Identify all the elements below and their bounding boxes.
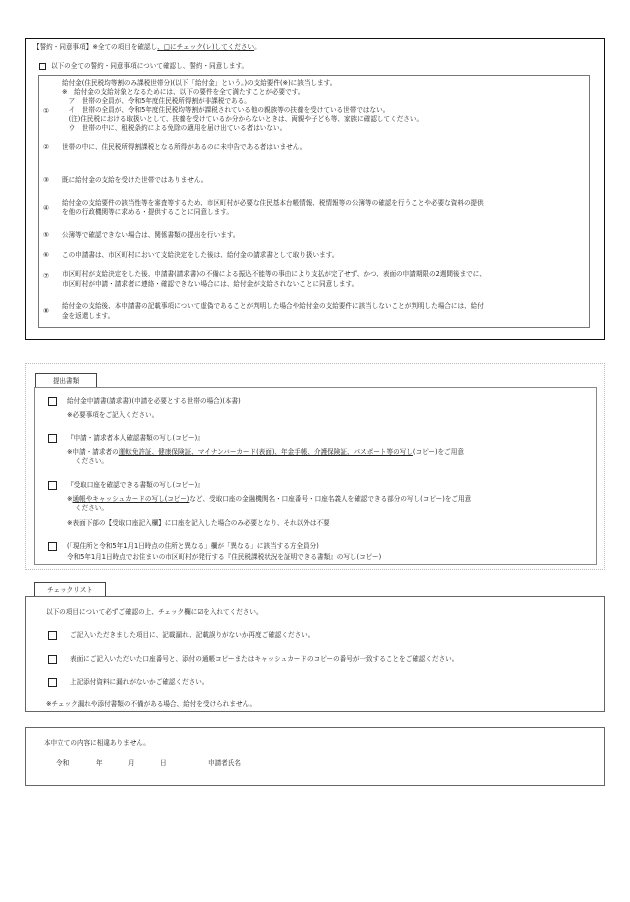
date-era: 令和 — [56, 759, 70, 767]
document-title: 『申請・請求者本人確認書類の写し(コピー)』 — [67, 434, 204, 442]
applicant-name-field[interactable] — [250, 756, 590, 770]
item-line: 給付金の支給後、本申請書の記載事項について虚偽であることが判明した場合や給付金の支給要件に該当しないことが判明した場合には、給付 — [62, 302, 484, 310]
item-line: ア 世帯の全員が、令和5年度住民税所得割が非課税である。 — [62, 97, 251, 105]
item-line: ウ 世帯の中に、租税条約による免除の適用を届け出ている者はいない。 — [62, 124, 287, 132]
item-line: ※ 給付金の支給対象となるためには、以下の要件を全て満たすことが必要です。 — [62, 88, 305, 96]
item-line: 給付金の支給要件の該当性等を審査等するため、市区町村が必要な住民基本台帳情報、税情報等の公簿等の確認を行うことや必要な資料の提供 — [62, 199, 484, 207]
item-line: 市区町村が支給決定をした後、申請書(請求書)の不備による振込不能等の事由により支払が完了せず、かつ、表面の申請期限の2週間後までに、 — [62, 270, 486, 278]
document-title: (「現住所と令和5年1月1日時点の住所と異なる」欄が「異なる」に該当する方全員分) — [67, 542, 319, 550]
document-note: ください。 — [75, 457, 108, 465]
item-line: 既に給付金の支給を受けた世帯ではありません。 — [62, 176, 208, 184]
document-checkbox[interactable] — [48, 434, 57, 443]
item-number: ① — [42, 107, 50, 115]
documents-tab: 提出書類 — [35, 373, 97, 388]
item-line: を他の行政機関等に求める・提供することに同意します。 — [62, 208, 233, 216]
item-line: この申請書は、市区町村において支給決定をした後は、給付金の請求書として取り扱います。 — [62, 251, 339, 259]
item-line: 金を返還します。 — [62, 312, 115, 320]
declaration-statement: 本申立ての内容に相違ありません。 — [44, 739, 150, 747]
item-line: 世帯の中に、住民税所得割課税となる所得があるのに未申告である者はいません。 — [62, 143, 307, 151]
checklist-item: 表面にご記入いただいた口座番号と、添付の通帳コピーまたはキャッシュカードのコピーの番号が一致することをご確認ください。 — [70, 655, 459, 663]
document-title: 『受取口座を確認できる書類の写し(コピー)』 — [67, 481, 204, 489]
item-line: 給付金(住民税均等割のみ課税世帯分)(以下「給付金」という。)の支給要件(※)に該当します。 — [62, 79, 337, 87]
date-year[interactable]: 年 — [96, 759, 103, 767]
item-number: ⑤ — [42, 231, 50, 239]
agree-all-checkbox[interactable] — [39, 63, 46, 70]
item-line: 市区町村が申請・請求者に連絡・確認できない場合には、給付金が支給されないことに同意します。 — [62, 280, 359, 288]
document-title: 給付金申請書(請求書)(申請を必要とする世帯の場合)(本書) — [67, 397, 241, 405]
checklist-footer: ※チェック漏れや添付書類の不備がある場合、給付を受けられません。 — [46, 700, 257, 708]
item-line: (注)住民税における取扱いとして、扶養を受けているか分からないときは、両親や子ども等、家族に確認してください。 — [62, 115, 424, 123]
checklist-item: 上記添付資料に漏れがないかご確認ください。 — [70, 678, 209, 686]
agree-all-label: 以下の全ての誓約・同意事項について確認し、誓約・同意します。 — [51, 62, 249, 70]
applicant-name-label: 申請者氏名 — [208, 759, 241, 767]
item-line: イ 世帯の全員が、令和5年度住民税均等割が課税されている他の親族等の扶養を受けている世帯ではない。 — [62, 106, 390, 114]
document-note: 令和5年1月1日時点でお住まいの市区町村が発行する『住民税課税状況を証明できる書類』の写し(コピー) — [67, 553, 382, 561]
document-checkbox[interactable] — [48, 397, 57, 406]
item-number: ③ — [42, 176, 50, 184]
document-note: ※通帳やキャッシュカードの写し(コピー)など、受取口座の金融機関名・口座番号・口座名義人を確認できる部分の写し(コピー)をご用意 — [67, 495, 472, 503]
checklist-checkbox[interactable] — [48, 678, 57, 687]
item-number: ⑥ — [42, 251, 50, 259]
item-number: ⑧ — [42, 307, 50, 315]
document-note: ※申請・請求者の運転免許証、健康保険証、マイナンバーカード(表面)、年金手帳、介護保険証、パスポート等の写し(コピー)をご用意 — [67, 448, 464, 456]
document-checkbox[interactable] — [48, 481, 57, 490]
checklist-item: ご記入いただきました項目に、記載漏れ、記載誤りがないか再度ご確認ください。 — [70, 631, 315, 639]
item-number: ② — [42, 143, 50, 151]
document-checkbox[interactable] — [48, 542, 57, 551]
date-day[interactable]: 日 — [160, 759, 167, 767]
checklist-intro: 以下の項目について必ずご確認の上、チェック欄に☑を入れてください。 — [46, 608, 263, 616]
consent-header: 【誓約・同意事項】※全ての項目を確認し、□にチェック(レ)してください。 — [33, 43, 261, 51]
checklist-checkbox[interactable] — [48, 655, 57, 664]
checklist-tab: チェックリスト — [34, 582, 106, 597]
document-note: ※表面下部の【受取口座記入欄】に口座を記入した場合のみ必要となり、それ以外は不要 — [67, 519, 330, 527]
date-month[interactable]: 月 — [128, 759, 135, 767]
item-number: ⑦ — [42, 272, 50, 280]
document-note: ※必要事項をご記入ください。 — [67, 411, 159, 419]
item-line: 公簿等で確認できない場合は、関係書類の提出を行います。 — [62, 231, 240, 239]
item-number: ④ — [42, 204, 50, 212]
checklist-checkbox[interactable] — [48, 631, 57, 640]
document-note: ください。 — [75, 504, 108, 512]
